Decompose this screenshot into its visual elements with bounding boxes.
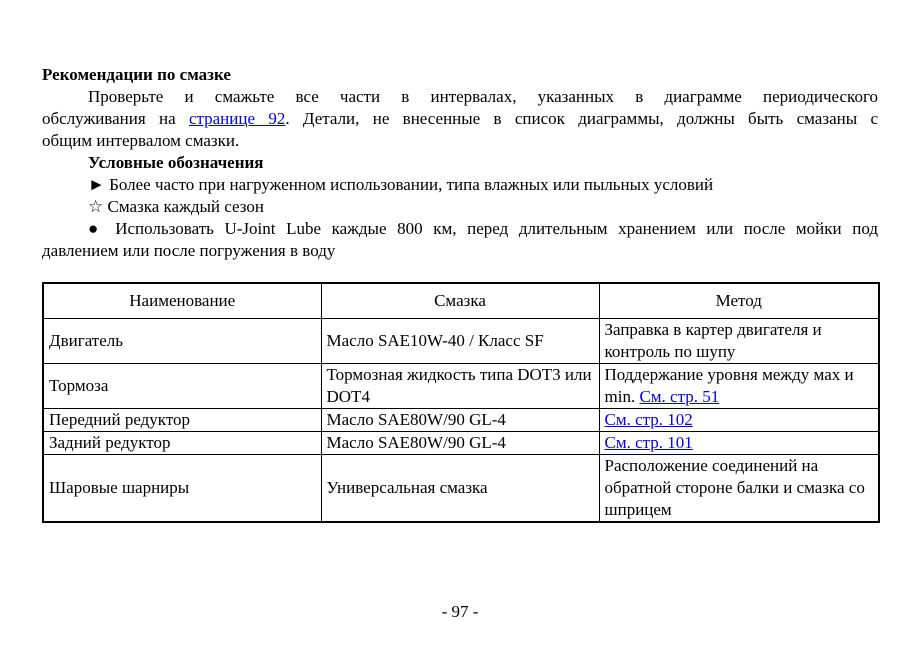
component-name-cell: Шаровые шарниры (43, 454, 321, 522)
lube-table-head-row (43, 283, 879, 318)
intro-line-2 (42, 108, 878, 130)
table-row (43, 431, 879, 454)
lubricant-cell: Масло SAE10W-40 / Класс SF (321, 318, 599, 363)
method-cell (599, 408, 879, 431)
page-title: Рекомендации по смазке (42, 65, 231, 84)
page-number: - 97 - (441, 601, 479, 621)
method-text: Заправка в картер двигателя и контроль по шупу (604, 319, 822, 361)
method-cell (599, 318, 879, 363)
legend-item-ujoint-text-1: Использовать U-Joint Lube каждые 800 км, перед длительным хранением или после мойки под (115, 219, 878, 238)
legend-item-heavy-use (42, 174, 878, 196)
lubricant-cell: Универсальная смазка (321, 454, 599, 522)
page-92-link[interactable]: странице 92 (188, 109, 286, 128)
lubricant-cell: Масло SAE80W/90 GL-4 (321, 408, 599, 431)
table-row (43, 454, 879, 522)
circle-bullet-icon: ● (88, 219, 105, 238)
legend-item-season (42, 196, 878, 218)
method-cell (599, 454, 879, 522)
legend-section (42, 152, 878, 262)
component-name-cell: Задний редуктор (43, 431, 321, 454)
legend-title: Условные обозначения (88, 153, 264, 172)
table-row (43, 318, 879, 363)
method-cell (599, 363, 879, 408)
see-page-link[interactable]: См. стр. 101 (604, 432, 693, 452)
column-header: Метод (599, 283, 879, 318)
component-name-cell: Двигатель (43, 318, 321, 363)
method-cell (599, 431, 879, 454)
legend-item-ujoint-line-2: давлением или после погружения в воду (42, 241, 336, 260)
column-header: Смазка (321, 283, 599, 318)
triangle-bullet-icon: ► (88, 175, 105, 194)
method-text: Расположение соединений на обратной стороне балки и смазка со шприцем (604, 455, 865, 519)
legend-item-ujoint-line-1 (42, 218, 878, 240)
component-name-cell: Передний редуктор (43, 408, 321, 431)
see-page-link[interactable]: См. стр. 102 (604, 409, 693, 429)
table-row (43, 363, 879, 408)
intro-line-1: Проверьте и смажьте все части в интервалах, указанных в диаграмме периодического (88, 87, 878, 106)
intro-line-2-after: . Детали, не внесенные в список диаграммы, должны быть смазаны с (285, 109, 878, 128)
intro-line-3: общим интервалом смазки. (42, 131, 240, 150)
star-icon: ☆ (88, 197, 104, 216)
intro-line-2-before: обслуживания на (42, 109, 189, 128)
see-page-link[interactable]: См. стр. 51 (639, 386, 720, 406)
column-header: Наименование (43, 283, 321, 318)
method-text: Поддержание уровня между мах и min. (604, 364, 854, 406)
lube-table-body (43, 318, 879, 522)
lubrication-table (42, 282, 880, 523)
component-name-cell: Тормоза (43, 363, 321, 408)
legend-item-heavy-use-text: Более часто при нагруженном использовании, типа влажных или пыльных условий (109, 175, 714, 194)
lubricant-cell: Тормозная жидкость типа DOT3 или DOT4 (321, 363, 599, 408)
intro-paragraph (42, 86, 878, 152)
lubricant-cell: Масло SAE80W/90 GL-4 (321, 431, 599, 454)
table-row (43, 408, 879, 431)
legend-item-season-text: Смазка каждый сезон (107, 197, 264, 216)
